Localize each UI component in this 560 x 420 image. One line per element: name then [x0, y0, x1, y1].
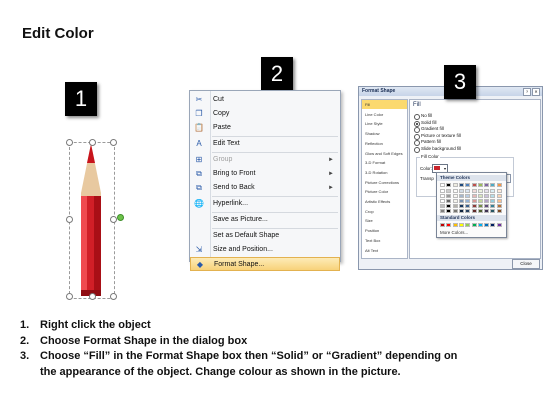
menu-item-group[interactable]: [190, 153, 340, 167]
help-icon[interactable]: ?: [523, 88, 531, 96]
menu-item-label: Copy: [213, 110, 230, 117]
color-swatch[interactable]: [465, 204, 470, 208]
color-swatch[interactable]: [446, 194, 451, 198]
close-icon[interactable]: ✕: [532, 88, 540, 96]
fill-heading: Fill: [413, 102, 421, 108]
color-swatch[interactable]: [497, 223, 502, 227]
color-swatch[interactable]: [484, 189, 489, 193]
color-swatch[interactable]: [490, 189, 495, 193]
color-swatch[interactable]: [490, 194, 495, 198]
menu-item-label: Set as Default Shape: [213, 232, 280, 239]
color-swatch[interactable]: [484, 204, 489, 208]
color-swatch[interactable]: [472, 209, 477, 213]
menu-item-label: Hyperlink...: [213, 200, 249, 207]
step-text: Choose Format Shape in the dialog box: [40, 334, 248, 347]
resize-handle[interactable]: [66, 139, 73, 146]
menu-item-label: Size and Position...: [213, 246, 273, 253]
color-swatch[interactable]: [497, 209, 502, 213]
fill-color-label: Fill Color: [421, 154, 439, 159]
radio-gradient-fill[interactable]: [414, 126, 534, 132]
menu-item-label: Format Shape...: [214, 261, 265, 268]
standard-colors-label: Standard Colors: [437, 215, 506, 221]
color-swatch[interactable]: [497, 194, 502, 198]
color-swatch[interactable]: [472, 183, 477, 187]
menu-item-size-and-position[interactable]: [190, 243, 340, 257]
category-artistic-effects[interactable]: Artistic Effects: [365, 199, 391, 204]
context-menu: [189, 90, 341, 269]
color-swatch[interactable]: [446, 189, 451, 193]
color-swatch[interactable]: [478, 209, 483, 213]
color-swatch[interactable]: [465, 194, 470, 198]
copy-icon: ❐: [195, 109, 203, 118]
color-swatch[interactable]: [490, 183, 495, 187]
step-text: Choose “Fill” in the Format Shape box then “Solid” or “Gradient” depending on the appearance of the object. Change colour as shown in the picture.: [40, 350, 458, 378]
resize-handle[interactable]: [66, 293, 73, 300]
color-swatch[interactable]: [465, 209, 470, 213]
color-label: Color:: [420, 166, 433, 171]
color-swatch[interactable]: [459, 194, 464, 198]
step-number: 1.: [20, 319, 30, 331]
category-glow-and-soft-edges[interactable]: Glow and Soft Edges: [365, 150, 403, 156]
color-swatch[interactable]: [459, 183, 464, 187]
color-palette: [436, 172, 507, 238]
page-title: Edit Color: [22, 25, 94, 42]
color-swatch[interactable]: [446, 199, 451, 203]
radio-no-fill[interactable]: [414, 113, 534, 119]
radio-solid-fill[interactable]: [414, 120, 534, 126]
close-button[interactable]: Close: [512, 259, 540, 269]
color-swatch[interactable]: [497, 204, 502, 208]
color-swatch[interactable]: [440, 204, 445, 208]
color-swatch[interactable]: [497, 189, 502, 193]
radio-label: Picture or texture fill: [421, 132, 461, 138]
color-swatch[interactable]: [453, 223, 458, 227]
color-swatch[interactable]: [453, 204, 458, 208]
color-swatch[interactable]: [490, 223, 495, 227]
color-swatch[interactable]: [453, 189, 458, 193]
color-swatch[interactable]: [440, 209, 445, 213]
color-swatch[interactable]: [453, 194, 458, 198]
instruction-step: [20, 349, 460, 380]
menu-item-label: Group: [213, 156, 233, 163]
resize-handle[interactable]: [110, 216, 117, 223]
pencil-shape[interactable]: [68, 138, 120, 300]
menu-item-cut[interactable]: [190, 93, 340, 107]
color-swatch[interactable]: [440, 194, 445, 198]
category-picture-corrections[interactable]: Picture Corrections: [365, 179, 400, 185]
color-swatch[interactable]: [459, 199, 464, 203]
color-swatch[interactable]: [459, 204, 464, 208]
more-colors-link[interactable]: More Colors...: [440, 230, 469, 235]
category-3-d-format[interactable]: 3-D Format: [365, 160, 386, 166]
color-swatch[interactable]: [446, 223, 451, 227]
color-swatch[interactable]: [478, 223, 483, 227]
color-swatch[interactable]: [446, 183, 451, 187]
color-swatch[interactable]: [465, 183, 470, 187]
menu-item-save-as-picture[interactable]: [190, 213, 340, 227]
resize-handle[interactable]: [89, 139, 96, 146]
dialog-title: Format Shape: [362, 88, 396, 94]
group-icon: ⊞: [195, 155, 203, 164]
radio-indicator: [414, 147, 420, 153]
resize-handle[interactable]: [110, 139, 117, 146]
resize-handle[interactable]: [89, 293, 96, 300]
radio-picture-or-texture-fill[interactable]: [414, 133, 534, 139]
category-line-style[interactable]: Line Style: [365, 121, 383, 127]
color-swatch[interactable]: [478, 183, 483, 187]
color-swatch[interactable]: [497, 183, 502, 187]
bring-front-icon: ⧉: [196, 169, 202, 178]
category-reflection[interactable]: Reflection: [365, 140, 383, 146]
color-swatch[interactable]: [490, 204, 495, 208]
category-fill[interactable]: Fill: [362, 100, 407, 109]
menu-item-hyperlink[interactable]: [190, 197, 340, 211]
radio-label: Pattern fill: [421, 139, 442, 144]
color-swatch[interactable]: [472, 199, 477, 203]
color-swatch[interactable]: [465, 223, 470, 227]
instruction-list: [20, 318, 460, 380]
color-swatch[interactable]: [446, 209, 451, 213]
scissors-icon: ✂: [195, 95, 203, 104]
edit-text-icon: A: [196, 139, 202, 148]
step-number: 2.: [20, 334, 30, 347]
step-badge-2: 2: [261, 57, 293, 91]
step-badge-1: 1: [65, 82, 97, 116]
menu-item-send-to-back[interactable]: [190, 181, 340, 195]
paste-icon: 📋: [194, 123, 204, 132]
color-swatch[interactable]: [472, 189, 477, 193]
color-swatch[interactable]: [453, 199, 458, 203]
resize-handle[interactable]: [110, 293, 117, 300]
color-swatch[interactable]: [478, 199, 483, 203]
radio-label: Gradient fill: [421, 126, 444, 131]
radio-label: Solid fill: [421, 119, 437, 125]
color-swatch[interactable]: [484, 209, 489, 213]
color-swatch: [434, 166, 440, 170]
step-text: Right click the object: [40, 319, 151, 331]
menu-item-copy[interactable]: [190, 107, 340, 121]
radio-label: No fill: [421, 113, 433, 118]
chevron-down-icon: ▾: [443, 166, 446, 171]
category-size[interactable]: Size: [365, 218, 373, 224]
size-position-icon: ⇲: [195, 245, 203, 254]
color-swatch[interactable]: [472, 223, 477, 227]
category-position[interactable]: Position: [365, 228, 380, 234]
submenu-arrow-icon: ►: [328, 171, 334, 177]
color-swatch[interactable]: [478, 189, 483, 193]
menu-item-label: Edit Text: [213, 140, 240, 147]
category-3-d-rotation[interactable]: 3-D Rotation: [365, 169, 388, 175]
category-text-box[interactable]: Text Box: [365, 237, 381, 243]
menu-item-set-as-default-shape[interactable]: [190, 229, 340, 243]
color-swatch[interactable]: [440, 189, 445, 193]
color-swatch[interactable]: [484, 223, 489, 227]
color-swatch[interactable]: [465, 189, 470, 193]
menu-item-format-shape[interactable]: [190, 257, 340, 271]
instruction-step: [20, 318, 460, 334]
color-swatch[interactable]: [446, 204, 451, 208]
category-picture-color[interactable]: Picture Color: [365, 189, 389, 195]
hyperlink-icon: 🌐: [194, 199, 204, 208]
color-swatch[interactable]: [478, 194, 483, 198]
color-swatch[interactable]: [497, 199, 502, 203]
category-list: [361, 99, 408, 259]
step-badge-3: 3: [444, 65, 476, 99]
menu-item-label: Save as Picture...: [213, 216, 268, 223]
radio-slide-background-fill[interactable]: [414, 146, 534, 152]
instruction-step: [20, 334, 460, 350]
rotation-handle[interactable]: [117, 214, 124, 221]
submenu-arrow-icon: ►: [328, 157, 334, 163]
color-swatch[interactable]: [484, 199, 489, 203]
menu-item-bring-to-front[interactable]: [190, 167, 340, 181]
color-swatch[interactable]: [490, 199, 495, 203]
submenu-arrow-icon: ►: [328, 185, 334, 191]
color-swatch[interactable]: [440, 199, 445, 203]
category-alt-text[interactable]: Alt Text: [365, 247, 379, 253]
color-swatch[interactable]: [478, 204, 483, 208]
step-number: 3.: [20, 350, 30, 362]
format-shape-icon: ◆: [196, 260, 204, 269]
menu-item-label: Bring to Front: [213, 170, 256, 177]
menu-item-label: Send to Back: [213, 184, 255, 191]
color-swatch[interactable]: [440, 223, 445, 227]
color-swatch[interactable]: [472, 204, 477, 208]
color-swatch[interactable]: [453, 209, 458, 213]
menu-item-paste[interactable]: [190, 121, 340, 135]
resize-handle[interactable]: [66, 216, 73, 223]
color-swatch[interactable]: [440, 183, 445, 187]
color-swatch[interactable]: [472, 194, 477, 198]
send-back-icon: ⧉: [196, 183, 202, 192]
radio-label: Slide background fill: [421, 145, 462, 151]
category-line-color[interactable]: Line Color: [365, 111, 384, 117]
radio-pattern-fill[interactable]: [414, 139, 534, 145]
color-swatch[interactable]: [453, 183, 458, 187]
menu-item-edit-text[interactable]: [190, 137, 340, 151]
color-swatch[interactable]: [484, 183, 489, 187]
transparency-label: Transp: [420, 176, 434, 181]
color-swatch[interactable]: [484, 194, 489, 198]
color-swatch[interactable]: [459, 223, 464, 227]
color-swatch[interactable]: [490, 209, 495, 213]
color-swatch[interactable]: [459, 209, 464, 213]
menu-item-label: Cut: [213, 96, 224, 103]
theme-colors-label: Theme Colors: [437, 175, 506, 181]
category-crop[interactable]: Crop: [365, 208, 374, 214]
menu-item-label: Paste: [213, 124, 231, 131]
category-shadow[interactable]: Shadow: [365, 131, 380, 137]
color-swatch[interactable]: [465, 199, 470, 203]
color-swatch[interactable]: [459, 189, 464, 193]
